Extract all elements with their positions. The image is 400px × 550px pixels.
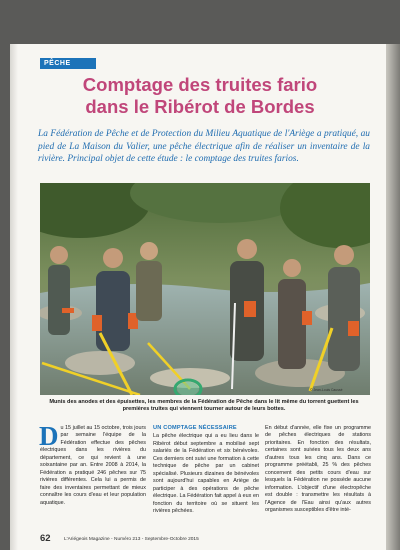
section-heading: UN COMPTAGE NÉCESSAIRE (153, 425, 237, 431)
magazine-page (10, 44, 386, 550)
page-footer (40, 533, 370, 545)
article-title (30, 74, 370, 118)
photo-credit: © Jean-Louis Caussé (310, 388, 343, 392)
page-spine (10, 44, 18, 550)
column-2-text: La pêche électrique qui a eu lieu dans le Ribérot début septembre a mobilisé sept salariés de la Fédération et six bénévoles. Ces derniers ont suivi une formation à cette technique de pêche par un cabinet spécialisé. Plusieurs dizaines de bénévoles sont aujourd'hui capables en Ariège de participer à des opérations de pêche électrique. La Fédération fait appel à eux en fonction du territoire où se situent les rivières pêchées. (153, 433, 259, 514)
photo-caption: Munis des anodes et des épuisettes, les membres de la Fédération de Pêche dans le lit même du torrent guettent les premières truites qui viennent tourner autour de leurs bottes. (49, 399, 359, 413)
page-number: 62 (40, 533, 51, 544)
title-line-1: Comptage des truites fario (82, 74, 318, 95)
drop-cap: D (39, 421, 59, 451)
text-column-2 (153, 425, 259, 515)
text-column-1 (39, 421, 146, 507)
page-edge-shadow (386, 44, 400, 550)
magazine-issue: L'Ariégeois Magazine - Numéro 213 - Septembre-Octobre 2015 (64, 537, 199, 542)
column-3-text: En début d'année, elle fixe un programme de pêches électriques de stations prioritaires. En fonction des résultats, certaines sont suivies tous les deux ans d'autres tous les cinq ans. Dans ce programme préétabli, 25 % des pêches concernent des petits cours d'eau sur lesquels la Fédération ne possède aucune information. L'objectif d'une électropêche est double : transmettre les résultats à l'Agence de l'Eau ainsi qu'aux autres organismes susceptibles d'être inté- (265, 425, 371, 513)
column-1-text: u 15 juillet au 15 octobre, trois jours par semaine l'équipe de la Fédération effectue des pêches électriques dans les rivières du département, ce qui revient à une soixantaine par an. Entre 2008 à 2014, la Fédération a pratiqué 246 pêches sur 75 rivières différentes. Cela lui a permis de faire des inventaires permettant de mieux connaître les cours d'eau et leur population aquatique. (40, 425, 146, 506)
title-line-2: dans le Ribérot de Bordes (85, 96, 315, 117)
text-column-3 (265, 425, 371, 514)
river-fishing-photo (40, 183, 370, 395)
section-tab: PÊCHE (40, 58, 96, 69)
article-photo (40, 183, 370, 395)
article-intro: La Fédération de Pêche et de Protection du Milieu Aquatique de l'Ariège a pratiqué, au pied de La Maison du Valier, une pêche électrique afin de réaliser un inventaire de la rivière. Principal objet de cette étude : le comptage des truites farios. (38, 129, 370, 165)
